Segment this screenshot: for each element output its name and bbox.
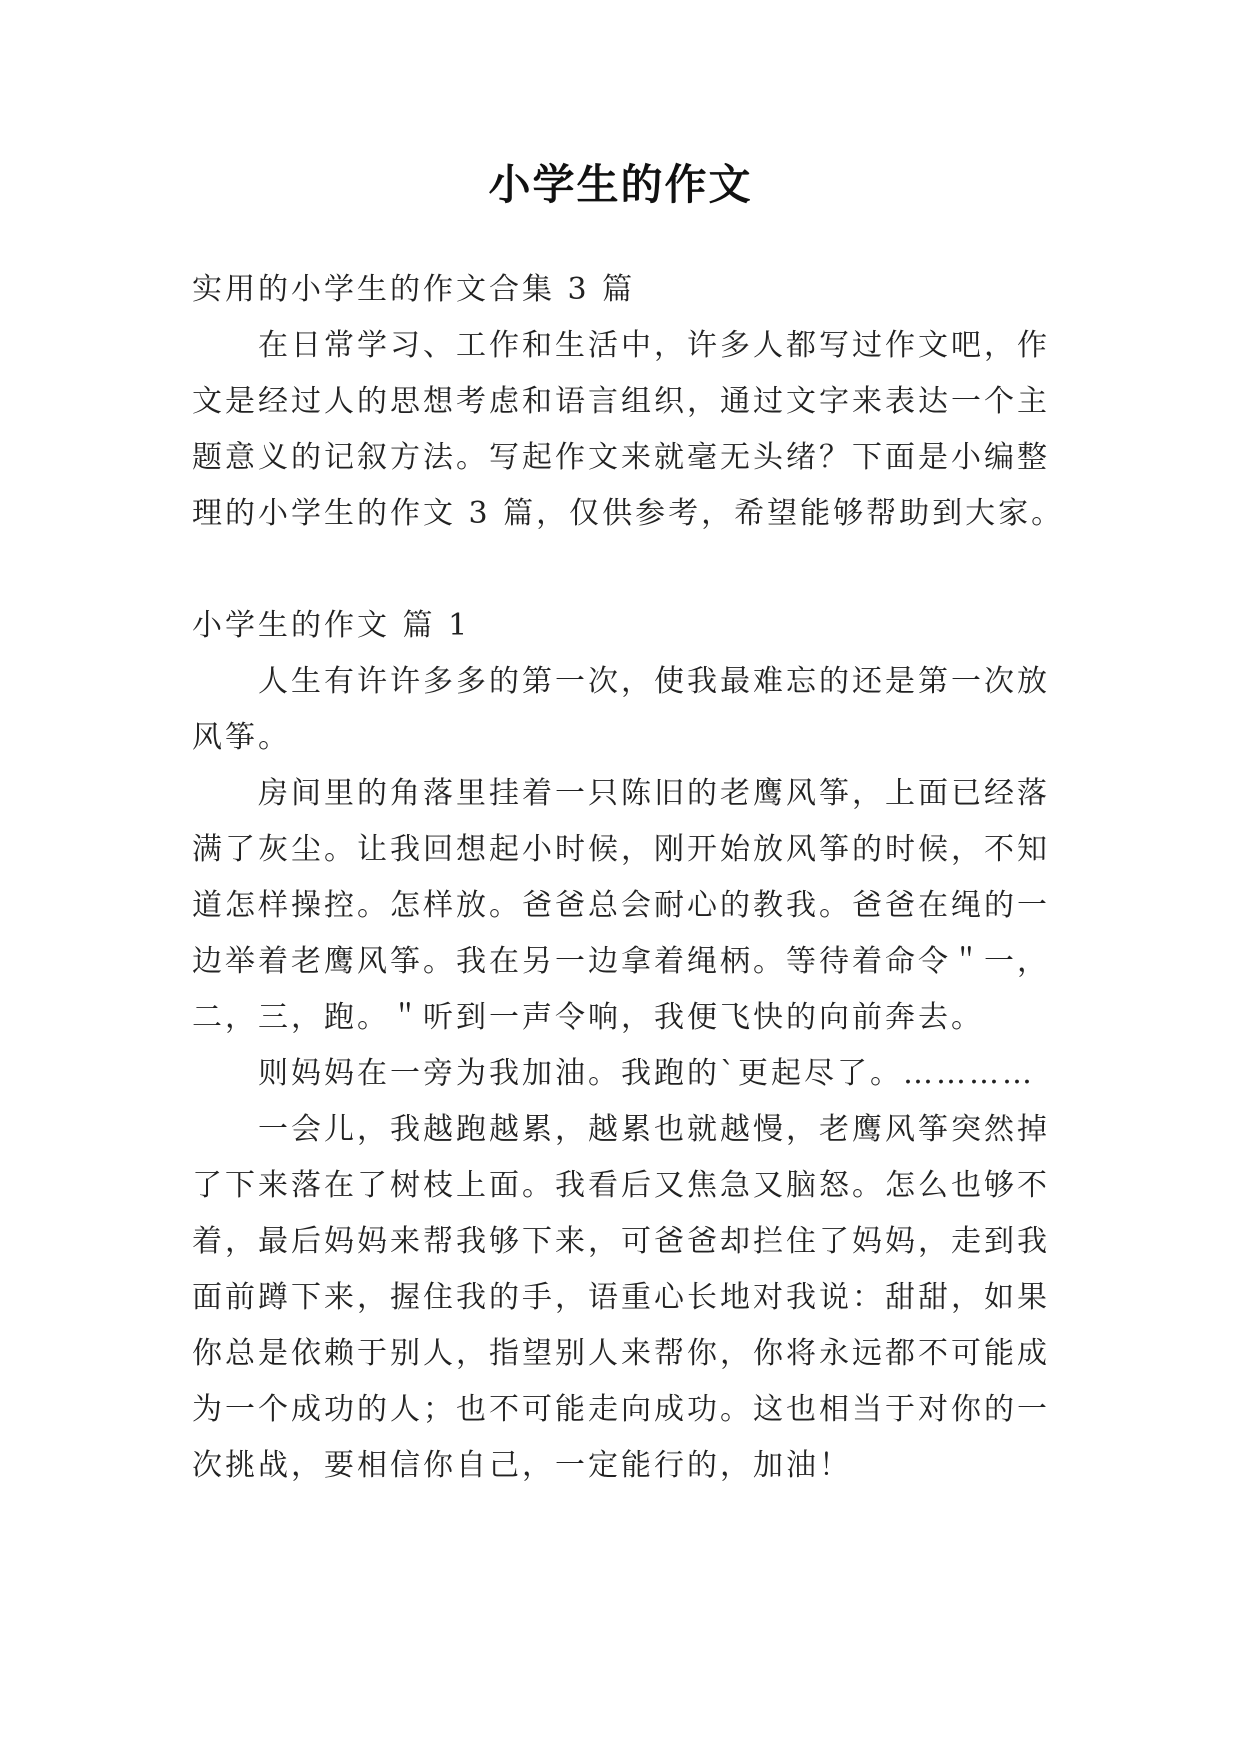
text-line: 面前蹲下来，握住我的手，语重心长地对我说：甜甜，如果 bbox=[192, 1280, 1050, 1315]
text-line: 文是经过人的思想考虑和语言组织，通过文字来表达一个主 bbox=[192, 384, 1050, 419]
text-line: 边举着老鹰风筝。我在另一边拿着绳柄。等待着命令＂一， bbox=[192, 944, 1050, 979]
text-line: 风筝。 bbox=[192, 720, 291, 755]
text-line: 满了灰尘。让我回想起小时候，刚开始放风筝的时候，不知 bbox=[192, 832, 1050, 867]
text-line: 你总是依赖于别人，指望别人来帮你，你将永远都不可能成 bbox=[192, 1336, 1050, 1371]
text-line: 实用的小学生的作文合集 3 篇 bbox=[192, 272, 636, 307]
document-title: 小学生的作文 bbox=[488, 160, 753, 209]
text-line: 小学生的作文 篇 1 bbox=[192, 608, 471, 643]
text-line: 一会儿，我越跑越累，越累也就越慢，老鹰风筝突然掉 bbox=[258, 1112, 1050, 1147]
text-line: 着，最后妈妈来帮我够下来，可爸爸却拦住了妈妈，走到我 bbox=[192, 1224, 1050, 1259]
text-line: 为一个成功的人；也不可能走向成功。这也相当于对你的一 bbox=[192, 1392, 1050, 1427]
text-line: 题意义的记叙方法。写起作文来就毫无头绪？下面是小编整 bbox=[192, 440, 1050, 475]
text-line: 道怎样操控。怎样放。爸爸总会耐心的教我。爸爸在绳的一 bbox=[192, 888, 1050, 923]
text-line: 二，三，跑。＂听到一声令响，我便飞快的向前奔去。 bbox=[192, 1000, 984, 1035]
text-line: 房间里的角落里挂着一只陈旧的老鹰风筝，上面已经落 bbox=[258, 776, 1050, 811]
text-line: 在日常学习、工作和生活中，许多人都写过作文吧，作 bbox=[258, 328, 1050, 363]
document-body bbox=[192, 262, 1072, 1494]
paragraph-gap bbox=[192, 542, 1072, 598]
text-line: 人生有许许多多的第一次，使我最难忘的还是第一次放 bbox=[258, 664, 1050, 699]
text-line: 则妈妈在一旁为我加油。我跑的`更起尽了。………… bbox=[258, 1056, 1035, 1091]
text-line: 次挑战，要相信你自己，一定能行的，加油！ bbox=[192, 1448, 852, 1483]
text-line: 理的小学生的作文 3 篇，仅供参考，希望能够帮助到大家。 bbox=[192, 496, 1065, 531]
text-line: 了下来落在了树枝上面。我看后又焦急又脑怒。怎么也够不 bbox=[192, 1168, 1050, 1203]
